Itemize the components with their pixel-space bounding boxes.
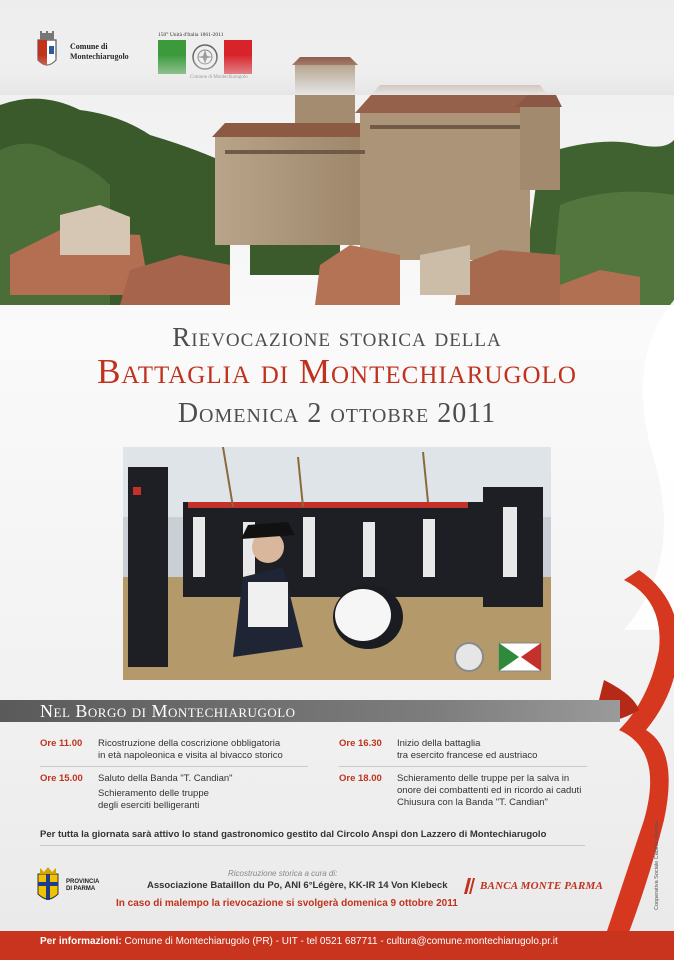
title-line1: Rievocazione storica della (172, 322, 502, 352)
organizer-name: Associazione Bataillon du Po, ANI 6°Légère, KK-IR 14 Von Klebeck (147, 880, 448, 891)
event-1630 (339, 738, 599, 768)
event-desc-line: Chiusura con la Banda "T. Candian" (397, 797, 548, 808)
title-main: Battaglia di Montechiarugolo (97, 352, 577, 391)
rain-notice: In caso di malempo la rievocazione si svolgerà domenica 9 ottobre 2011 (116, 898, 458, 909)
event-desc-line: Schieramento delle truppe (98, 788, 209, 799)
castle-banner-image (0, 55, 674, 305)
organizer-label: Ricostruzione storica a cura di: (228, 869, 338, 878)
cooperative-credit: Cooperativa Sociale Cabiria -Parma- (654, 820, 660, 910)
divider (40, 845, 585, 846)
event-1500 (40, 773, 330, 813)
event-desc-line: Ricostruzione della coscrizione obbligatoria (98, 738, 281, 749)
event-1100 (40, 738, 330, 768)
event-desc-line: Inizio della battaglia (397, 738, 481, 749)
footer-text (40, 931, 558, 953)
footer-label: Per informazioni: (40, 936, 122, 947)
event-1800 (339, 773, 599, 813)
programme-bar (0, 700, 620, 722)
programme-title: Nel Borgo di Montechiarugolo (40, 701, 296, 721)
footer-bar (0, 931, 674, 960)
unita-title: 150° Unità d'Italia 1861-2011 (158, 32, 224, 38)
provincia-line1: PROVINCIA (66, 879, 100, 885)
bank-mark-icon (462, 876, 476, 896)
provincia-line2: DI PARMA (66, 886, 96, 892)
comune-line1: Comune di (70, 42, 108, 51)
bank-name: BANCA MONTE PARMA (480, 880, 604, 892)
provincia-shield-icon (36, 866, 60, 906)
event-desc-line: onore dei combattenti ed in ricordo ai caduti (397, 785, 582, 796)
event-time: Ore 11.00 (40, 738, 83, 749)
title-date: Domenica 2 ottobre 2011 (177, 398, 497, 429)
divider (40, 766, 308, 767)
event-desc-line: Schieramento delle truppe per la salva in (397, 773, 570, 784)
stand-notice: Per tutta la giornata sarà attivo lo stand gastronomico gestito dal Circolo Anspi don Lazzero di Montechiarugolo (40, 829, 547, 840)
event-desc-line: degli eserciti belligeranti (98, 800, 200, 811)
event-desc-line: tra esercito francese ed austriaco (397, 750, 538, 761)
event-desc-line: in età napoleonica e visita al bivacco storico (98, 750, 283, 761)
event-time: Ore 15.00 (40, 773, 83, 784)
event-time: Ore 18.00 (339, 773, 382, 784)
event-time: Ore 16.30 (339, 738, 382, 749)
event-desc-line: Saluto della Banda "T. Candian" (98, 773, 233, 784)
battle-photo (123, 447, 551, 680)
provincia-logo (36, 866, 99, 906)
bank-logo (462, 876, 603, 896)
divider (339, 766, 587, 767)
footer-contact: Comune di Montechiarugolo (PR) - UIT - tel 0521 687711 - cultura@comune.montechiarugolo.pr.it (121, 936, 558, 947)
